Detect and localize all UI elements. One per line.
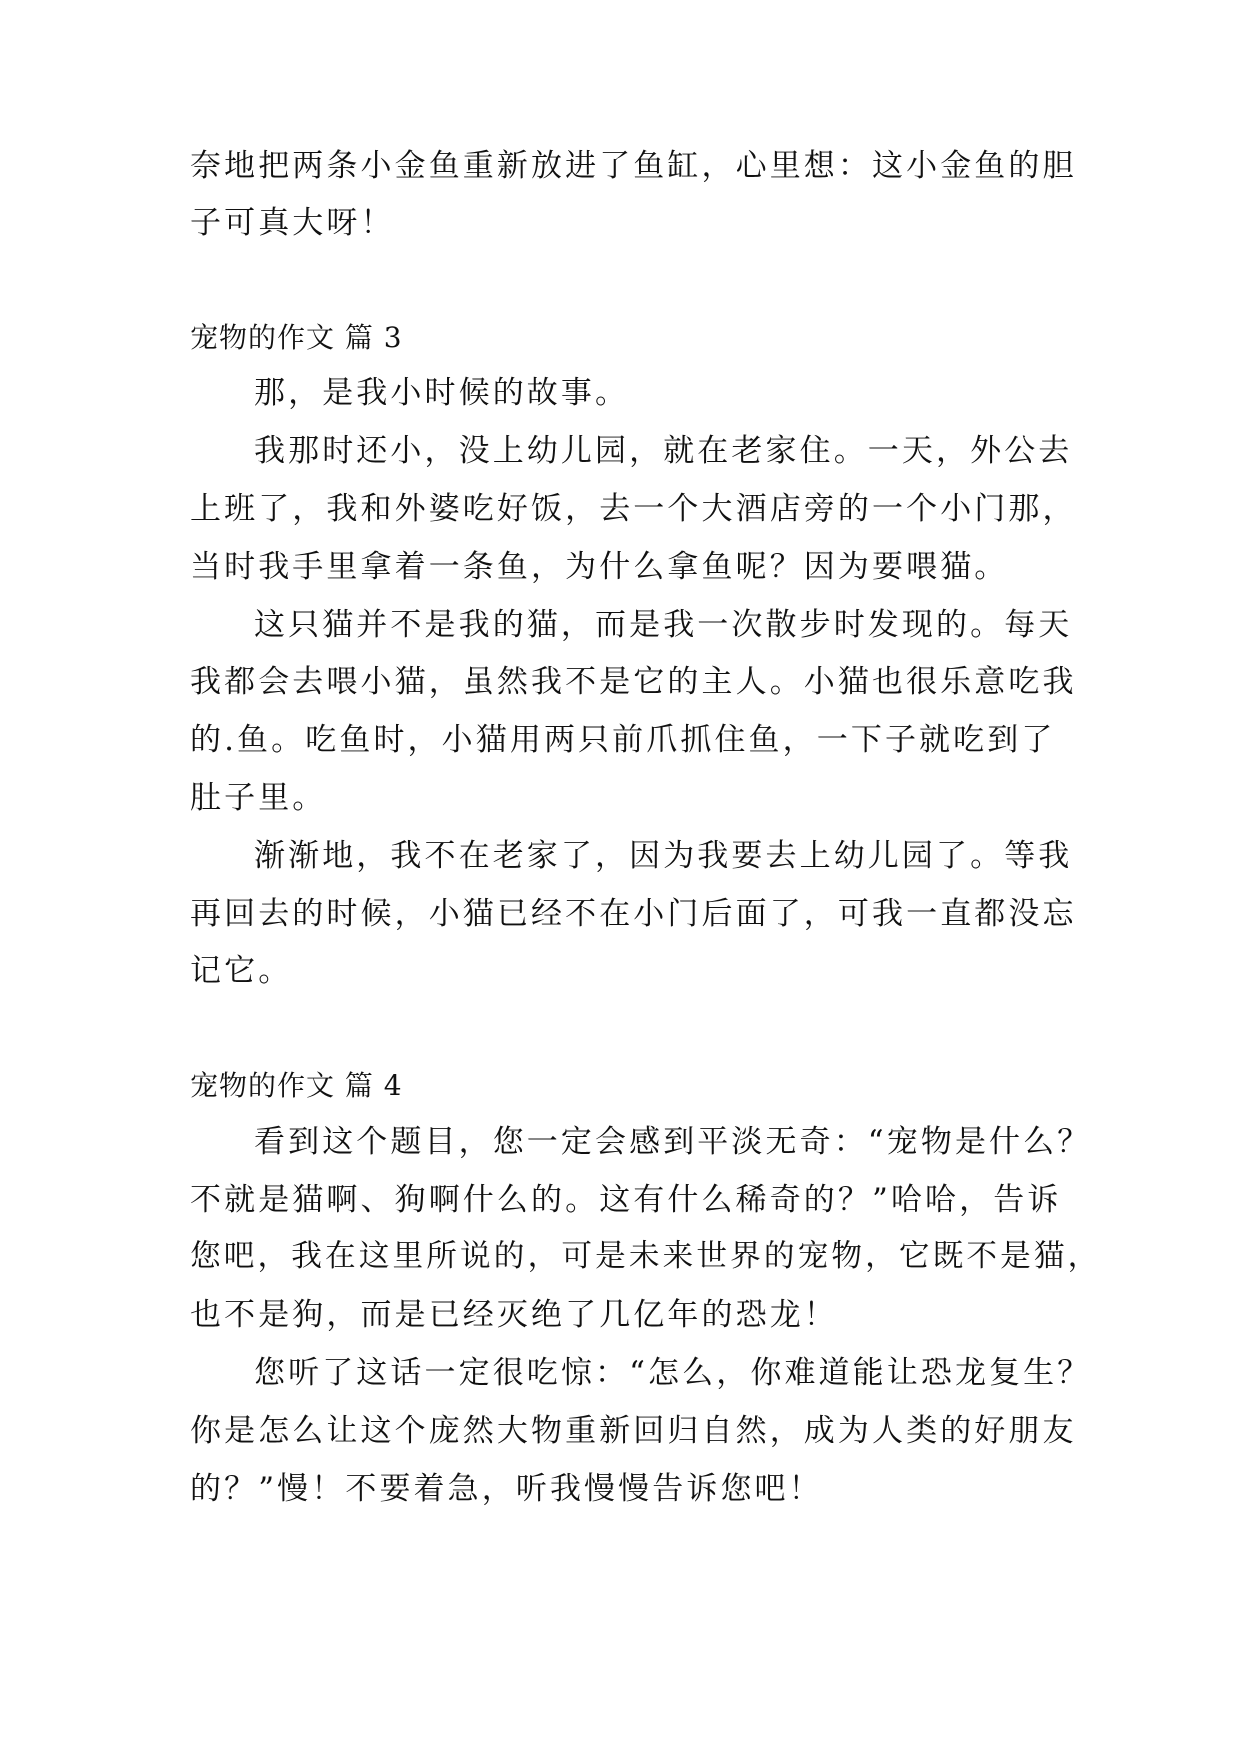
- body-text-line: 我那时还小，没上幼儿园，就在老家住。一天，外公去: [254, 433, 1073, 469]
- body-text-line: 当时我手里拿着一条鱼，为什么拿鱼呢？因为要喂猫。: [190, 549, 1009, 585]
- body-text-line: 子可真大呀！: [190, 205, 395, 241]
- body-text-line: 奈地把两条小金鱼重新放进了鱼缸，心里想：这小金鱼的胆: [190, 148, 1077, 184]
- body-text-line: 渐渐地，我不在老家了，因为我要去上幼儿园了。等我: [254, 838, 1073, 874]
- body-text-line: 看到这个题目，您一定会感到平淡无奇：“宠物是什么？: [254, 1124, 1092, 1160]
- body-text-line: 您吧，我在这里所说的，可是未来世界的宠物，它既不是猫，: [190, 1239, 1102, 1274]
- body-text-line: 记它。: [190, 953, 293, 989]
- body-text-line: 您听了这话一定很吃惊：“怎么，你难道能让恐龙复生？: [254, 1355, 1092, 1391]
- body-text-line: 我都会去喂小猫，虽然我不是它的主人。小猫也很乐意吃我: [190, 664, 1077, 700]
- section-heading: 宠物的作文 篇 3: [190, 321, 403, 354]
- body-text-line: 的.鱼。吃鱼时，小猫用两只前爪抓住鱼，一下子就吃到了: [190, 722, 1056, 758]
- body-text-line: 的？”慢！不要着急，听我慢慢告诉您吧！: [190, 1471, 823, 1507]
- body-text-line: 这只猫并不是我的猫，而是我一次散步时发现的。每天: [254, 607, 1073, 643]
- body-text-line: 上班了，我和外婆吃好饭，去一个大酒店旁的一个小门那，: [190, 491, 1077, 527]
- body-text-line: 也不是狗，而是已经灭绝了几亿年的恐龙！: [190, 1297, 838, 1333]
- body-text-line: 再回去的时候，小猫已经不在小门后面了，可我一直都没忘: [190, 896, 1077, 932]
- body-text-line: 不就是猫啊、狗啊什么的。这有什么稀奇的？”哈哈，告诉: [190, 1182, 1062, 1218]
- body-text-line: 那，是我小时候的故事。: [254, 375, 630, 411]
- body-text-line: 肚子里。: [190, 780, 327, 816]
- section-heading: 宠物的作文 篇 4: [190, 1069, 403, 1102]
- body-text-line: 你是怎么让这个庞然大物重新回归自然，成为人类的好朋友: [190, 1413, 1077, 1449]
